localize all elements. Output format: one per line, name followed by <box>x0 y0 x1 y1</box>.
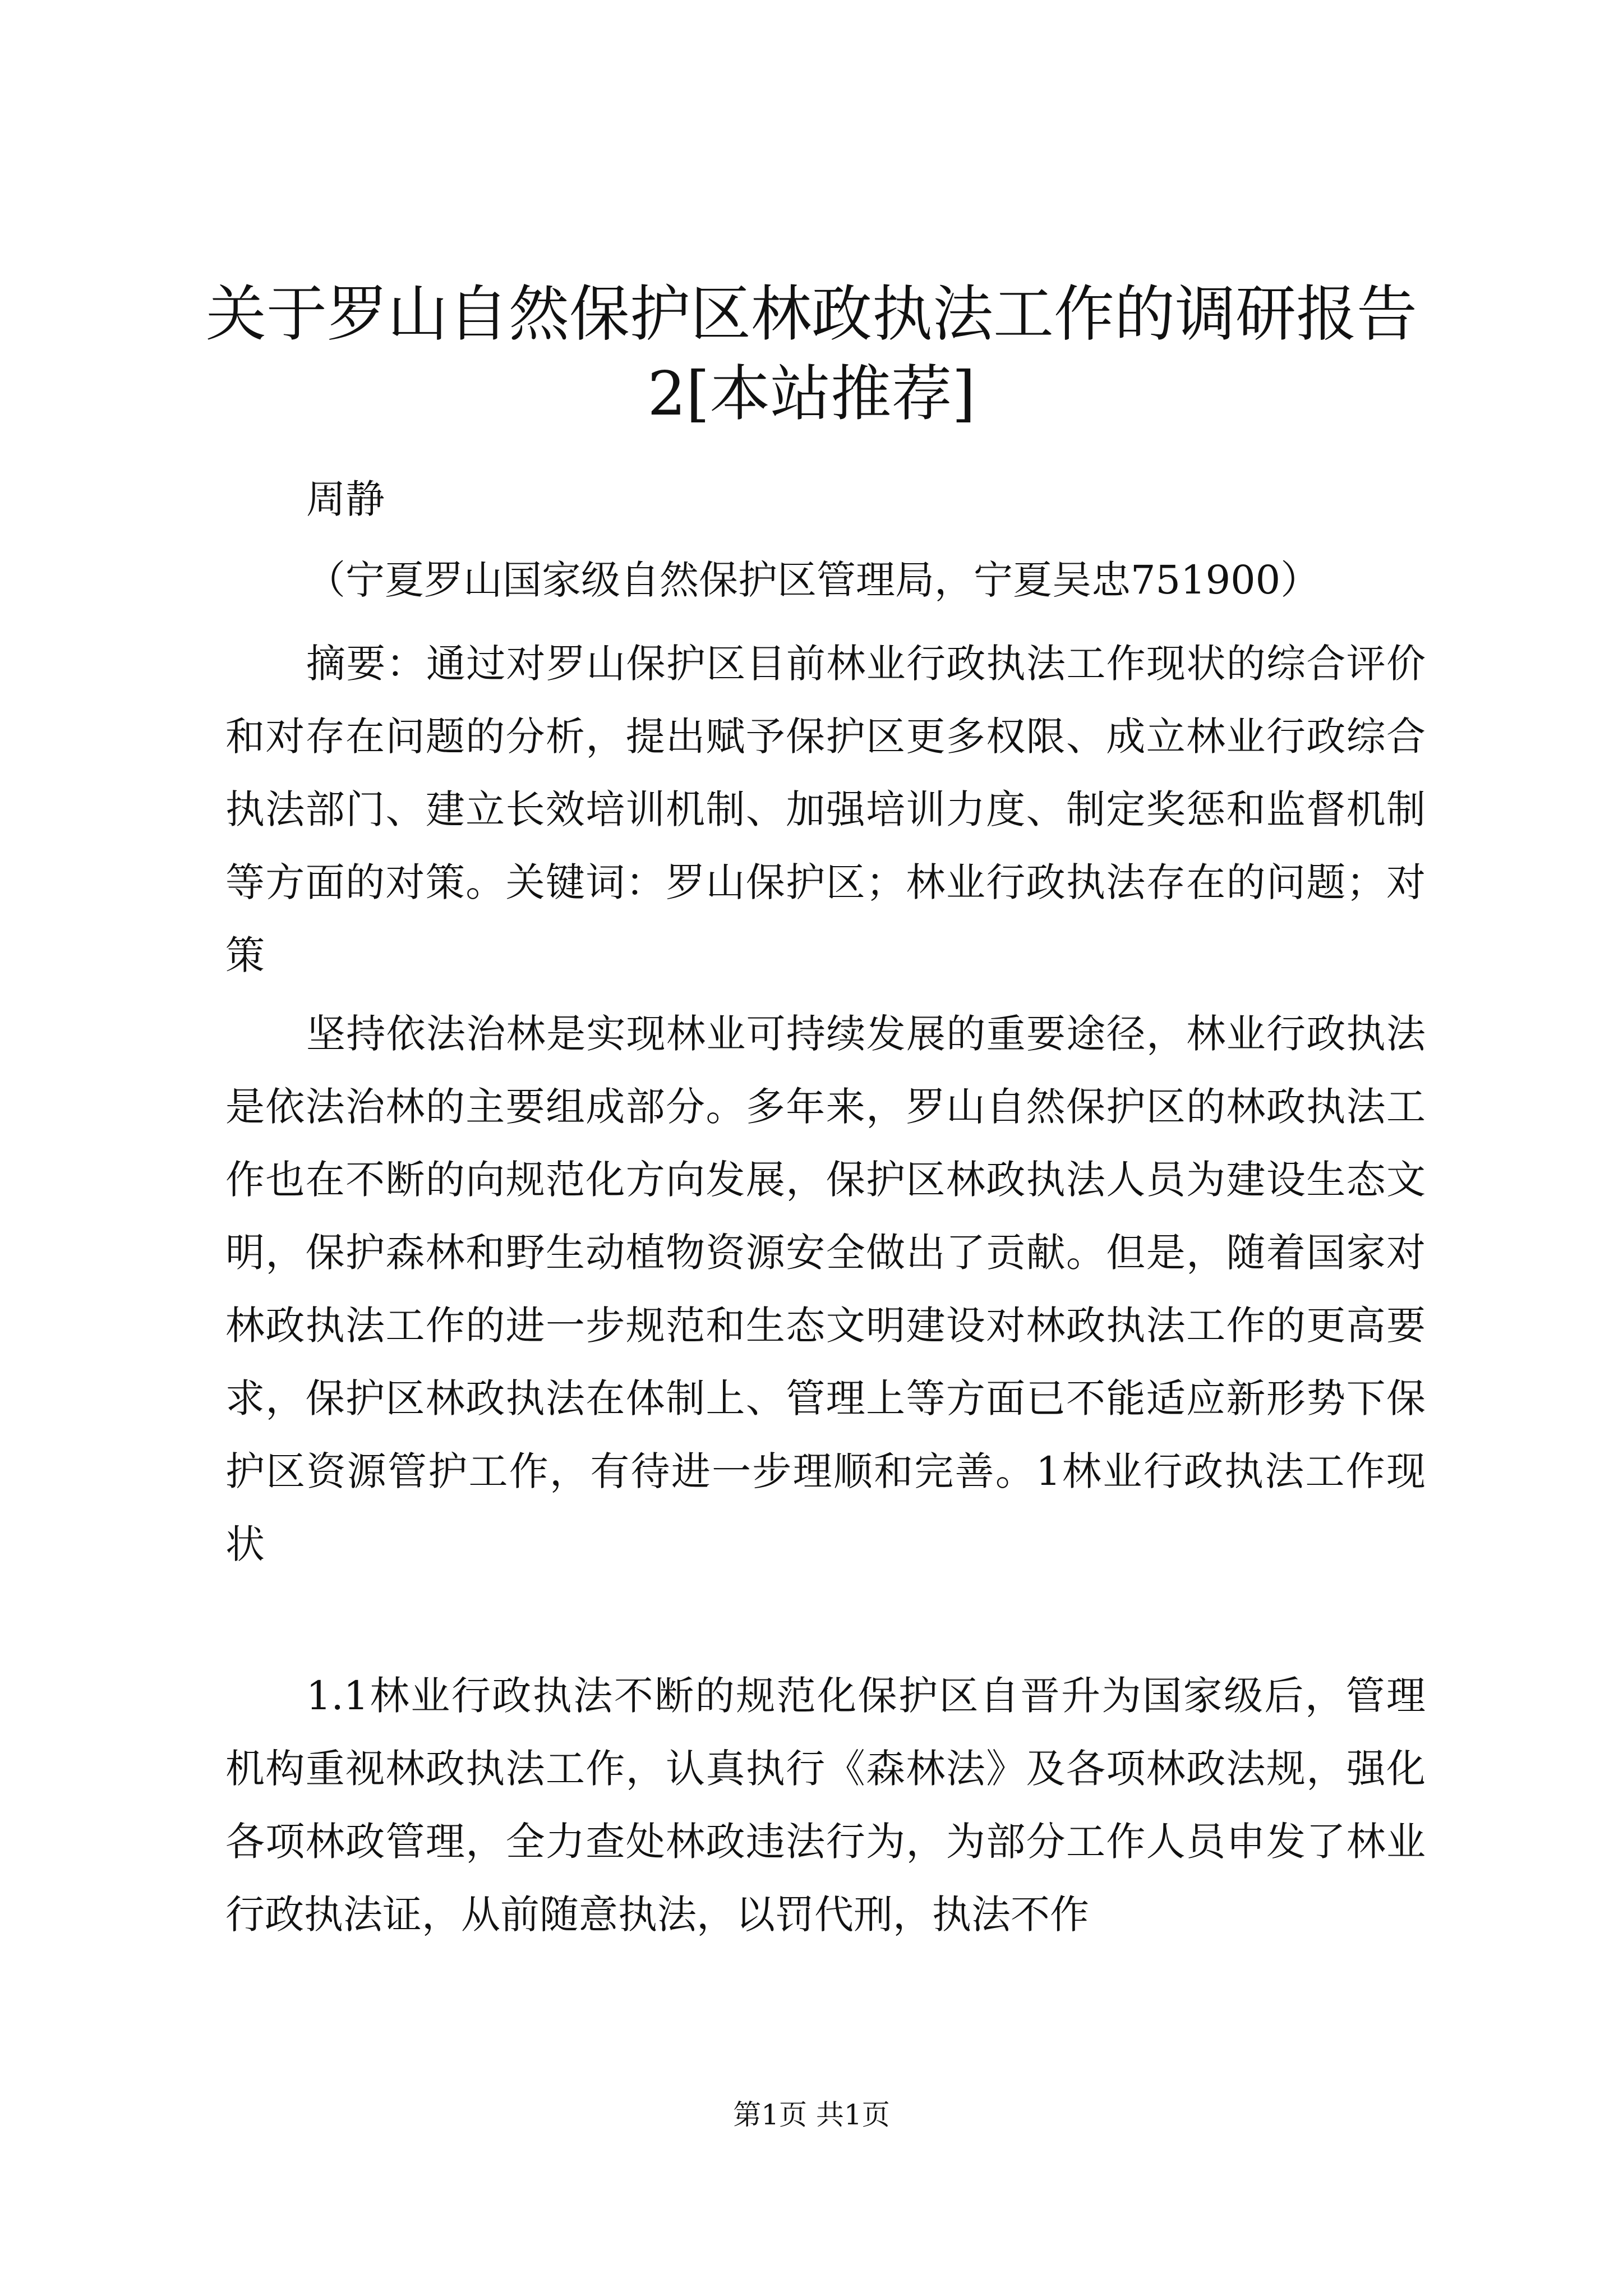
abstract-paragraph: 摘要：通过对罗山保护区目前林业行政执法工作现状的综合评价和对存在问题的分析，提出赋予保护区更多权限、成立林业行政综合执法部门、建立长效培训机制、加强培训力度、制定奖惩和监督机制等方面的对策。关键词：罗山保护区；林业行政执法存在的问题；对策 <box>225 641 1426 978</box>
section-paragraph: 1.1林业行政执法不断的规范化保护区自晋升为国家级后，管理机构重视林政执法工作，认真执行《森林法》及各项林政法规，强化各项林政管理，全力查处林政违法行为，为部分工作人员申发了林业行政执法证，从前随意执法，以罚代刑，执法不作 <box>225 1673 1426 1938</box>
author-name: 周静 <box>306 476 385 522</box>
page-footer: 第1页 共1页 <box>733 2099 890 2131</box>
author-affiliation: （宁夏罗山国家级自然保护区管理局，宁夏吴忠751900） <box>306 557 1320 603</box>
document-title: 关于罗山自然保护区林政执法工作的调研报告2[本站推荐] <box>205 279 1417 429</box>
intro-paragraph: 坚持依法治林是实现林业可持续发展的重要途径，林业行政执法是依法治林的主要组成部分。多年来，罗山自然保护区的林政执法工作也在不断的向规范化方向发展，保护区林政执法人员为建设生态文明，保护森林和野生动植物资源安全做出了贡献。但是，随着国家对林政执法工作的进一步规范和生态文明建设对林政执法工作的更高要求，保护区林政执法在体制上、管理上等方面已不能适应新形势下保护区资源管护工作，有待进一步理顺和完善。1林业行政执法工作现状 <box>225 1011 1426 1567</box>
